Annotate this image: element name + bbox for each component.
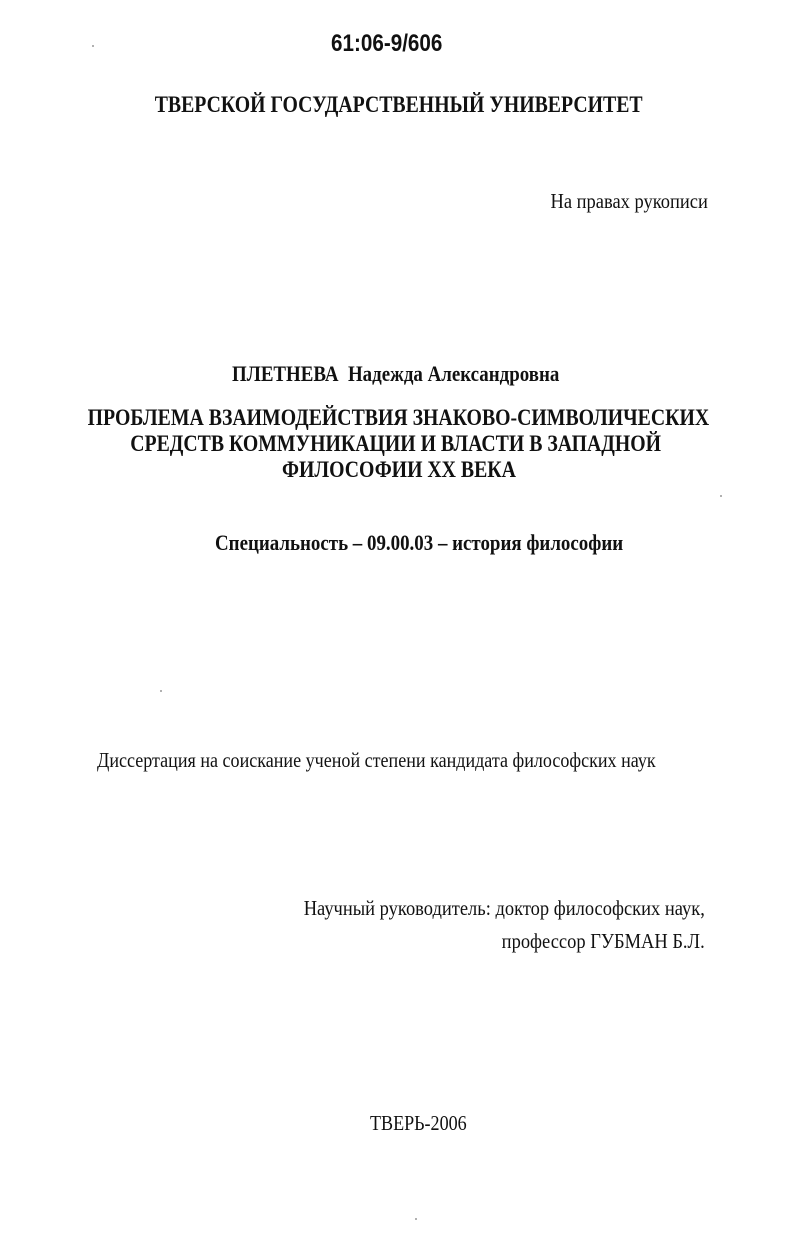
author-name: Надежда Александровна [347, 361, 560, 386]
title-line-3-text: ФИЛОСОФИИ XX ВЕКА [281, 457, 516, 482]
title-line-3 [0, 457, 797, 483]
title-line-1 [0, 405, 797, 431]
manuscript-note-text: На правах рукописи [550, 189, 708, 213]
city-year [370, 1111, 482, 1136]
university-name [0, 92, 797, 118]
supervisor-line-2-text: профессор ГУБМАН Б.Л. [501, 929, 705, 953]
specialty [215, 530, 690, 556]
specialty-text: Специальность – 09.00.03 – история философии [215, 530, 624, 555]
supervisor-line-1 [249, 896, 705, 921]
author [232, 361, 613, 387]
title-line-1-text: ПРОБЛЕМА ВЗАИМОДЕЙСТВИЯ ЗНАКОВО-СИМВОЛИЧЕСКИХ [87, 405, 710, 430]
title-line-2-text: СРЕДСТВ КОММУНИКАЦИИ И ВЛАСТИ В ЗАПАДНОЙ [130, 431, 661, 456]
author-surname: ПЛЕТНЕВА [232, 361, 339, 386]
supervisor-line-1-text: Научный руководитель: доктор философских наук, [303, 896, 705, 920]
degree-text: Диссертация на соискание ученой степени кандидата философских наук [97, 748, 656, 772]
degree [97, 748, 747, 773]
manuscript-note [529, 189, 708, 214]
catalog-number [322, 30, 451, 58]
scan-speck [160, 690, 162, 692]
scan-speck [415, 1218, 417, 1220]
scan-speck [720, 495, 722, 497]
city-year-text: ТВЕРЬ-2006 [370, 1111, 467, 1135]
university-name-text: ТВЕРСКОЙ ГОСУДАРСТВЕННЫЙ УНИВЕРСИТЕТ [154, 92, 643, 117]
catalog-number-text: 61:06-9/606 [331, 30, 443, 57]
supervisor-line-2 [474, 929, 705, 954]
scan-speck [92, 45, 94, 47]
title-line-2 [0, 431, 794, 457]
